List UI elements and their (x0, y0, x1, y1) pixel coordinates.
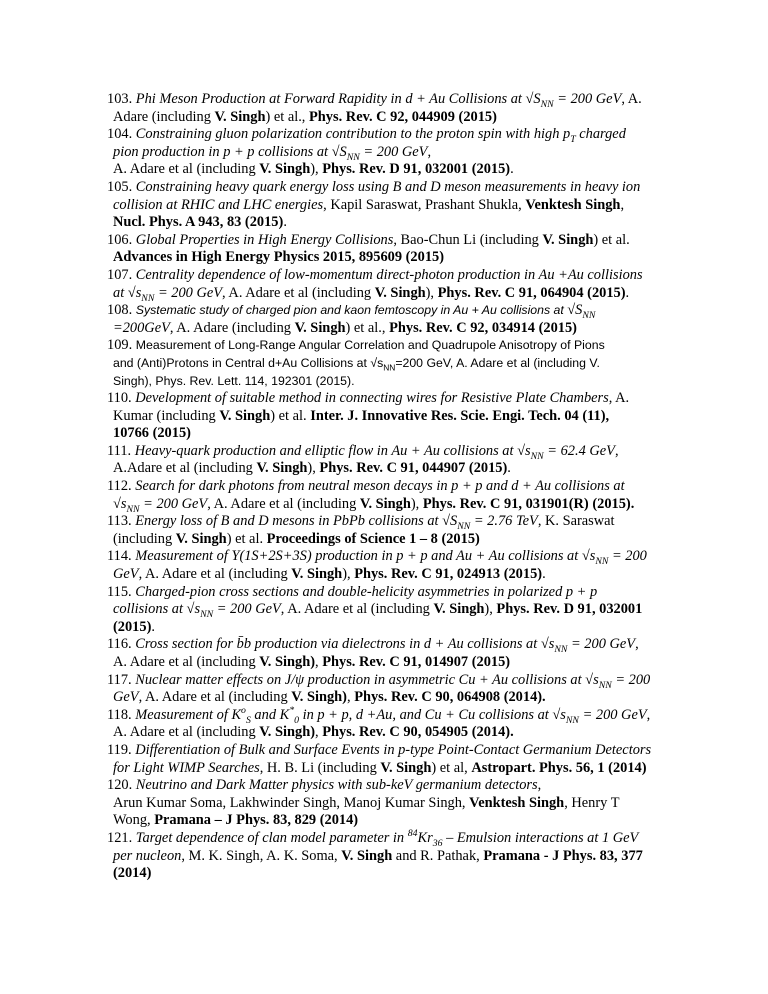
text: A.Adare et al (including (113, 460, 257, 477)
journal-ref: Phys. Rev. C 91, 064904 (2015) (437, 284, 626, 301)
text: , (315, 724, 323, 741)
math: = 200 GeV (154, 284, 223, 301)
text: , A. Adare (including (169, 319, 295, 336)
reference-113 (107, 513, 687, 548)
author-highlight: V. Singh) (259, 654, 315, 670)
math: =200GeV (113, 319, 170, 336)
journal-ref: Phys. Rev. C 91, 014907 (2015) (322, 654, 511, 670)
text: , A. Adare et al (including (280, 601, 434, 618)
text: , A. Adare et al (including (138, 566, 292, 583)
text: (including (113, 530, 176, 547)
math-sub: 36 (432, 837, 443, 849)
text: . (510, 161, 514, 178)
author-highlight: V. Singh (380, 759, 432, 776)
text: , (537, 777, 542, 794)
math-sup: 84 (407, 828, 418, 840)
math-sub: NN (554, 644, 568, 656)
ref-number: 115. (107, 583, 132, 600)
ref-number: 110. (107, 390, 132, 407)
journal-ref: Pramana – J Phys. 83, 829 (2014) (154, 812, 359, 829)
ref-title: in p + p, d +Au, and Cu + Cu collisions at √s (299, 706, 566, 723)
math-sub: NN (200, 609, 214, 621)
text: A. Adare et al (including (113, 161, 260, 178)
ref-title: Measurement of Long-Range Angular Correlation and Quadrupole Anisotropy of Pions (135, 338, 605, 353)
text: ), (310, 161, 323, 178)
journal-ref: Phys. Rev. C 91, 044907 (2015) (319, 460, 508, 477)
ref-title: Nuclear matter effects on J/ψ production in asymmetric Cu + Au collisions at √s (135, 671, 599, 688)
text: . (151, 618, 155, 635)
ref-title: for Light WIMP Searches (113, 759, 260, 776)
journal-ref: (2014) (113, 865, 152, 882)
text: ), (410, 495, 423, 512)
ref-title: Heavy-quark production and elliptic flow in Au + Au collisions at √s (134, 442, 531, 459)
text: ) et al., (265, 108, 310, 125)
ref-title: Constraining gluon polarization contribution to the proton spin with high p (135, 126, 571, 143)
reference-115 (107, 584, 687, 637)
publication-list (107, 91, 687, 883)
text: ) et al., (345, 319, 390, 336)
ref-title: Constraining heavy quark energy loss using B and D meson measurements in heavy ion (135, 178, 641, 195)
ref-number: 117. (107, 671, 132, 688)
text: , A. Adare et al (including (207, 495, 360, 512)
text: , A. (621, 91, 642, 107)
ref-number: 119. (107, 741, 132, 758)
text: ), (342, 566, 355, 583)
ref-number: 108. (107, 302, 133, 319)
math-sub: NN (457, 521, 471, 533)
text: , (635, 636, 639, 653)
ref-title: Target dependence of clan model parameter in (135, 829, 408, 846)
ref-number: 112. (107, 478, 132, 495)
ref-title: charged (575, 126, 626, 143)
math: = 200 GeV (139, 495, 208, 512)
author-highlight: V. Singh (214, 108, 266, 125)
math-sub: T (570, 134, 576, 146)
ref-title: pion production in p + p collisions at (113, 143, 332, 160)
math-sub: NN (598, 679, 612, 691)
math-sub: NN (540, 98, 554, 110)
text: . (542, 566, 546, 583)
ref-title: collision at RHIC and LHC energies (113, 196, 324, 213)
math-sub: NN (582, 310, 596, 321)
ref-number: 118. (107, 706, 132, 723)
math-sup: o (241, 704, 246, 716)
ref-title: and K (250, 706, 290, 723)
ref-title: Search for dark photons from neutral meson decays in p + p and d + Au collisions at (135, 478, 625, 495)
ref-number: 111. (107, 442, 132, 459)
ref-title: – Emulsion interactions at 1 GeV (442, 829, 639, 846)
journal-ref: Phys. Rev. C 90, 054905 (2014). (322, 724, 514, 741)
text: , A. Adare et al (including (138, 689, 292, 706)
journal-ref: Advances in High Energy Physics 2015, 895609 (2015) (113, 249, 444, 266)
math: at √s (113, 284, 142, 301)
math: = 200 GeV (359, 143, 428, 160)
math: GeV (113, 689, 139, 706)
journal-ref: 10766 (2015) (113, 425, 191, 442)
reference-118 (107, 704, 687, 742)
text: , Henry T (564, 794, 620, 811)
text: ) et al. (270, 407, 311, 424)
author-highlight: V. Singh) (259, 724, 315, 741)
text: Wong, (113, 812, 155, 829)
author-highlight: V. Singh (219, 407, 271, 424)
reference-117 (107, 672, 687, 707)
journal-ref: Nucl. Phys. A 943, 83 (2015) (113, 214, 284, 231)
journal-ref: Phys. Rev. C 91, 031901(R) (2015). (422, 495, 635, 512)
text: . (625, 284, 630, 301)
reference-114 (107, 548, 687, 583)
ref-title: Phi Meson Production at Forward Rapidity in d + Au Collisions at (135, 91, 522, 107)
journal-ref: Pramana - J Phys. 83, 377 (483, 847, 643, 864)
text: ), (484, 601, 497, 618)
ref-title: Development of suitable method in connecting wires for Resistive Plate Chambers (135, 390, 609, 407)
math: = 200 GeV (553, 91, 622, 107)
text: and R. Pathak, (392, 847, 484, 864)
reference-106 (107, 232, 687, 267)
ref-number: 116. (107, 636, 132, 653)
math: = 200 GeV (567, 636, 636, 653)
text: , (315, 654, 323, 670)
math: √S (331, 143, 347, 160)
text: ) et al, (431, 759, 472, 776)
ref-title: Global Properties in High Energy Collisions (135, 231, 394, 248)
reference-120 (107, 777, 687, 830)
math-sub: NN (141, 292, 155, 304)
math: √S (442, 513, 458, 530)
reference-109 (107, 337, 687, 390)
ref-number: 120. (107, 777, 133, 794)
math: √S (567, 302, 583, 319)
text: Singh), Phys. Rev. Lett. 114, 192301 (2015). (113, 373, 355, 388)
journal-ref: (2015) (113, 618, 152, 635)
ref-number: 107. (107, 266, 133, 283)
text: A. Adare et al (including (113, 724, 260, 741)
ref-number: 103. (107, 91, 133, 107)
journal-ref: Astropart. Phys. 56, 1 (2014) (471, 759, 647, 776)
reference-110 (107, 390, 687, 443)
math-sub: NN (595, 556, 609, 568)
math-sub: NN (530, 450, 544, 462)
ref-number: 106. (107, 231, 133, 248)
author-highlight: V. Singh (291, 566, 343, 583)
text: A. Adare et al (including (113, 654, 260, 670)
text: Kumar (including (113, 407, 220, 424)
reference-112 (107, 478, 687, 513)
text: Arun Kumar Soma, Lakhwinder Singh, Manoj Kumar Singh, (113, 794, 470, 811)
author-highlight: V. Singh (374, 284, 426, 301)
text: , (614, 442, 619, 459)
text: , (346, 689, 355, 706)
math: √S (521, 91, 541, 107)
math: GeV (113, 566, 139, 583)
math: √s (113, 495, 127, 512)
ref-title: Measurement of K (135, 706, 242, 723)
text: , Kapil Saraswat, Prashant Shukla, (323, 196, 526, 213)
text: =200 GeV, A. Adare et al (including V. (395, 355, 600, 370)
math: = 200 GeV (213, 601, 281, 618)
text: , K. Saraswat (537, 513, 615, 530)
journal-ref: Phys. Rev. C 90, 064908 (2014). (354, 689, 546, 706)
math-sup: * (289, 704, 295, 716)
ref-title: Neutrino and Dark Matter physics with sub-keV germanium detectors (135, 777, 538, 794)
author-highlight: V. Singh (542, 231, 594, 248)
text: ) et al. (226, 530, 267, 547)
reference-111 (107, 443, 687, 478)
ref-title: Energy loss of B and D mesons in PbPb collisions at (135, 513, 443, 530)
ref-title: Kr (417, 829, 433, 846)
text: , A. Adare et al (including (222, 284, 375, 301)
ref-number: 105. (107, 178, 133, 195)
math: = 2.76 TeV (470, 513, 538, 530)
ref-number: 114. (107, 548, 132, 565)
ref-title: Cross section for b̄b production via dielectrons in d + Au collisions at √s (135, 636, 555, 653)
ref-title: Measurement of Υ(1S+2S+3S) production in p + p and Au + Au collisions at √s (135, 548, 596, 565)
author-highlight: V. Singh (256, 460, 308, 477)
ref-title: Centrality dependence of low-momentum direct-photon production in Au +Au collisions (135, 266, 643, 283)
ref-number: 109. (107, 337, 133, 354)
author-highlight: V. Singh (259, 161, 311, 178)
journal-ref: Inter. J. Innovative Res. Scie. Engi. Tech. 04 (11), (310, 407, 610, 424)
math: = 62.4 GeV (543, 442, 615, 459)
math: = 200 (611, 671, 651, 688)
author-highlight: V. Singh (341, 847, 393, 864)
journal-ref: Phys. Rev. C 92, 044909 (2015) (309, 108, 497, 125)
author-highlight: V. Singh (294, 319, 346, 336)
text: , M. K. Singh, A. K. Soma, (181, 847, 342, 864)
math-sub: NN (383, 362, 396, 373)
ref-number: 113. (107, 513, 132, 530)
text: and (Anti)Protons in Central d+Au Collisions at √s (113, 355, 384, 370)
math-sub: NN (346, 151, 360, 163)
reference-107 (107, 267, 687, 302)
author-highlight: V. Singh (175, 530, 227, 547)
text: , Bao-Chun Li (including (393, 231, 543, 248)
text: . (283, 214, 287, 231)
text: , (646, 706, 651, 723)
author-highlight: V. Singh) (291, 689, 347, 706)
reference-105: 105. Constraining heavy quark energy loss using B and D meson measurements in heavy ion collision at RHIC and LHC energies, Kapil Saraswat, Prashant Shukla, Venktesh Singh, Nucl. Phys. A 943, 83 (2015). (107, 178, 641, 231)
ref-number: 104. (107, 126, 133, 143)
reference-103 (107, 91, 687, 126)
text: ), (425, 284, 438, 301)
ref-title: per nucleon (113, 847, 182, 864)
journal-ref: Phys. Rev. D 91, 032001 (2015) (322, 161, 511, 178)
author-highlight: V. Singh (433, 601, 485, 618)
ref-number: 121. (107, 829, 133, 846)
text: . (507, 460, 511, 477)
text: ) et al. (593, 231, 630, 248)
journal-ref: Phys. Rev. C 91, 024913 (2015) (354, 566, 543, 583)
math-sub: 0 (294, 714, 299, 726)
ref-title: Differentiation of Bulk and Surface Events in p-type Point-Contact Germanium Detectors (135, 741, 652, 758)
journal-ref: Phys. Rev. C 92, 034914 (2015) (389, 319, 577, 336)
reference-116 (107, 636, 687, 671)
math-sub: NN (126, 503, 140, 515)
reference-119 (107, 742, 687, 777)
text: , H. B. Li (including (259, 759, 381, 776)
math: = 200 GeV (578, 706, 647, 723)
reference-108 (107, 302, 687, 337)
reference-121 (107, 830, 687, 883)
journal-ref: Proceedings of Science 1 – 8 (2015) (266, 530, 480, 547)
math-sub: NN (565, 714, 579, 726)
text: Adare (including (113, 108, 215, 125)
text: ), (307, 460, 320, 477)
reference-104: 104. Constraining gluon polarization contribution to the proton spin with high $p_T$ charged pion production in p + p collisions at $√S_{NN} = 200$ GeV, A. Adare et al (including V. Singh), Phys. Rev. D 91, 032001 (2015). (107, 126, 626, 178)
math-sub: S (245, 714, 251, 726)
author-highlight: Venktesh Singh (469, 794, 565, 811)
journal-ref: Phys. Rev. D 91, 032001 (496, 601, 643, 618)
author-highlight: Venktesh Singh (525, 196, 621, 213)
ref-title: Systematic study of charged pion and kaon femtoscopy in Au + Au collisions at (135, 303, 568, 318)
author-highlight: V. Singh (359, 495, 411, 512)
text: , A. (608, 390, 630, 407)
math: = 200 (608, 548, 647, 565)
ref-title: Charged-pion cross sections and double-helicity asymmetries in polarized p + p (135, 583, 598, 600)
math: collisions at √s (113, 601, 201, 618)
